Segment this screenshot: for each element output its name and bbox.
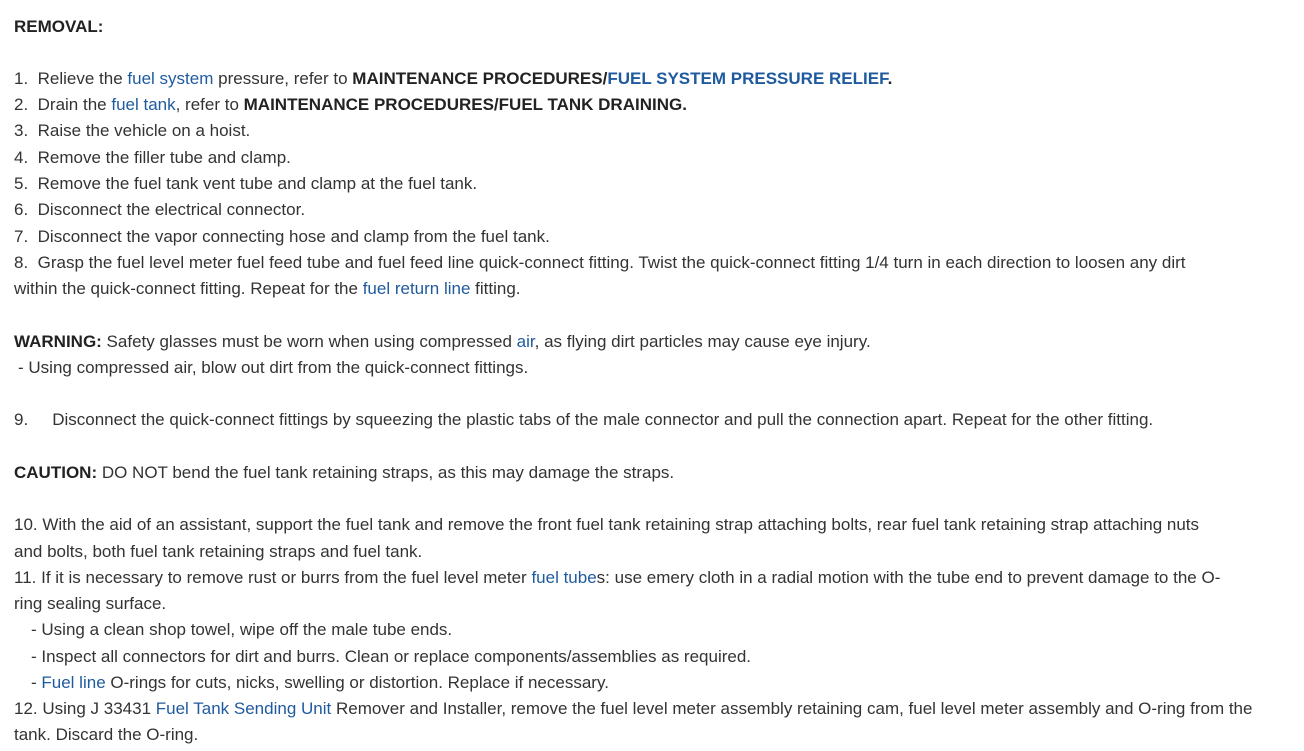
step-8-line-1: 8. Grasp the fuel level meter fuel feed tube and fuel feed line quick-connect fitting. Twist the quick-connect fitting 1/4 turn in each direction to loosen any dirt	[14, 253, 1186, 272]
step-11-sub-item-2: - Inspect all connectors for dirt and burrs. Clean or replace components/assemblies as required.	[31, 647, 752, 666]
fuel-tank-link[interactable]: fuel tank	[111, 95, 176, 114]
step-3: 3. Raise the vehicle on a hoist.	[14, 121, 251, 140]
step-4: 4. Remove the filler tube and clamp.	[14, 148, 291, 167]
removal-heading: REMOVAL:	[14, 17, 104, 36]
step-11-sub-item-3: - Fuel line O-rings for cuts, nicks, swelling or distortion. Replace if necessary.	[31, 673, 609, 692]
step-12-line-1: 12. Using J 33431 Fuel Tank Sending Unit Remover and Installer, remove the fuel level meter assembly retaining cam, fuel level meter assembly and O-ring from the	[14, 699, 1253, 718]
step-11-line-1: 11. If it is necessary to remove rust or burrs from the fuel level meter fuel tubes: use emery cloth in a radial motion with the tube end to prevent damage to the O-	[14, 568, 1221, 587]
warning-sub-item: - Using compressed air, blow out dirt from the quick-connect fittings.	[18, 358, 529, 377]
step-5: 5. Remove the fuel tank vent tube and clamp at the fuel tank.	[14, 174, 478, 193]
step-11-sub-item-1: - Using a clean shop towel, wipe off the male tube ends.	[31, 620, 453, 639]
step-11-line-2: ring sealing surface.	[14, 594, 167, 613]
step-1: 1. Relieve the fuel system pressure, refer to MAINTENANCE PROCEDURES/FUEL SYSTEM PRESSURE RELIEF.	[14, 69, 893, 88]
fuel-tube-link[interactable]: fuel tube	[531, 568, 597, 587]
step-8-line-2: within the quick-connect fitting. Repeat for the fuel return line fitting.	[14, 279, 521, 298]
fuel-tank-sending-unit-link[interactable]: Fuel Tank Sending Unit	[155, 699, 332, 718]
fuel-system-link[interactable]: fuel system	[127, 69, 214, 88]
fuel-system-pressure-relief-link[interactable]: FUEL SYSTEM PRESSURE RELIEF	[607, 69, 888, 88]
caution: CAUTION: DO NOT bend the fuel tank retaining straps, as this may damage the straps.	[14, 463, 675, 482]
warning: WARNING: Safety glasses must be worn when using compressed air, as flying dirt particles may cause eye injury.	[14, 332, 871, 351]
step-10-line-2: and bolts, both fuel tank retaining straps and fuel tank.	[14, 542, 423, 561]
step-9: 9. Disconnect the quick-connect fittings by squeezing the plastic tabs of the male connector and pull the connection apart. Repeat for the other fitting.	[14, 410, 1154, 429]
air-link[interactable]: air	[516, 332, 535, 351]
step-7: 7. Disconnect the vapor connecting hose and clamp from the fuel tank.	[14, 227, 550, 246]
fuel-line-link[interactable]: Fuel line	[41, 673, 106, 692]
step-6: 6. Disconnect the electrical connector.	[14, 200, 306, 219]
step-12-line-2: tank. Discard the O-ring.	[14, 725, 199, 744]
fuel-return-line-link[interactable]: fuel return line	[362, 279, 471, 298]
step-10-line-1: 10. With the aid of an assistant, support the fuel tank and remove the front fuel tank retaining strap attaching bolts, rear fuel tank retaining strap attaching nuts	[14, 515, 1200, 534]
step-2: 2. Drain the fuel tank, refer to MAINTENANCE PROCEDURES/FUEL TANK DRAINING.	[14, 95, 687, 114]
